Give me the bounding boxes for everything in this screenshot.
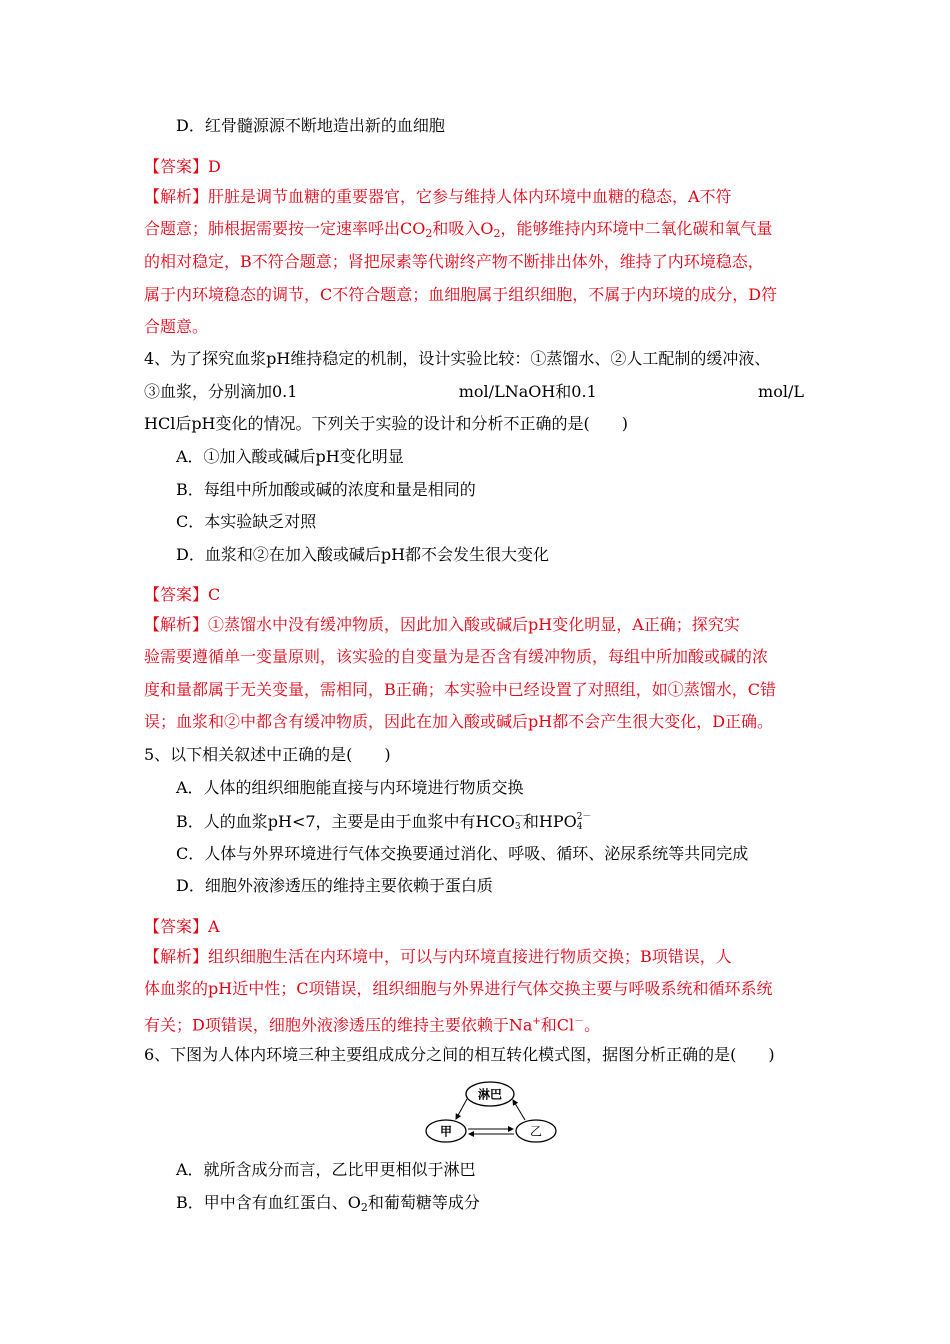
body-fluid-diagram [420,1078,560,1148]
q3-answer: 【答案】D [144,157,221,176]
q4-option-c: C．本实验缺乏对照 [176,512,317,531]
q5-option-b: B．人的血浆pH<7，主要是由于血浆中有HCO － 3 和HPO 2－ 4 [176,812,592,832]
q3-explanation-line-5: 合题意。 [144,317,209,336]
q5-stem: 5、以下相关叙述中正确的是( ) [144,745,391,764]
arrow-lymph-to-jia [456,1099,467,1119]
q4-explanation-line-1: 【解析】①蒸馏水中没有缓冲物质，因此加入酸或碱后pH变化明显，A正确；探究实 [144,615,740,634]
q4-answer: 【答案】C [144,585,221,604]
q5-explanation-line-2: 体血浆的pH近中性；C项错误，组织细胞与外界进行气体交换主要与呼吸系统和循环系统 [144,979,773,998]
q4-option-a: A．①加入酸或碱后pH变化明显 [176,447,404,466]
q4-option-d: D．血浆和②在加入酸或碱后pH都不会发生很大变化 [176,545,550,564]
jia-label: 甲 [439,1124,453,1139]
q5-explanation-line-3: 有关；D项错误，细胞外液渗透压的维持主要依赖于Na+和Cl－。 [144,1015,601,1035]
q4-option-b: B．每组中所加酸或碱的浓度和量是相同的 [176,480,476,499]
q3-explanation-line-3: 的相对稳定，B不符合题意；肾把尿素等代谢终产物不断排出体外，维持了内环境稳态， [144,252,764,271]
q6-option-b: B．甲中含有血红蛋白、$O_2$和葡萄糖等成分 [176,1193,480,1214]
q3-explanation-line-4: 属于内环境稳态的调节，C不符合题意；血细胞属于组织细胞，不属于内环境的成分，D符 [144,285,778,304]
q3-explanation-line-2: 合题意；肺根据需要按一定速率呼出$CO_2$和吸入$O_2$，能够维持内环境中二氧化碳和氧气量 [144,219,773,240]
q5-option-a: A．人体的组织细胞能直接与内环境进行物质交换 [176,778,524,797]
q6-stem: 6、下图为人体内环境三种主要组成成分之间的相互转化模式图，据图分析正确的是( ) [144,1045,775,1064]
q4-explanation-line-3: 度和量都属于无关变量，需相同，B正确；本实验中已经设置了对照组，如①蒸馏水，C错 [144,680,777,699]
q5-option-c: C．人体与外界环境进行气体交换要通过消化、呼吸、循环、泌尿系统等共同完成 [176,844,749,863]
q5-answer: 【答案】A [144,917,220,936]
q3-option-d: D．红骨髓源源不断地造出新的血细胞 [176,116,445,135]
q6-option-a: A．就所含成分而言，乙比甲更相似于淋巴 [176,1160,476,1179]
q4-explanation-line-4: 误；血浆和②中都含有缓冲物质，因此在加入酸或碱后pH都不会产生很大变化，D正确。 [144,712,774,731]
q4-stem-line-1: 4、为了探究血浆pH维持稳定的机制，设计实验比较：①蒸馏水、②人工配制的缓冲液、 [144,349,771,368]
q5-explanation-line-1: 【解析】组织细胞生活在内环境中，可以与内环境直接进行物质交换；B项错误，人 [144,947,732,966]
q4-stem-line-2: ③血浆，分别滴加0.1 mol/LNaOH和0.1 mol/L [144,382,804,401]
arrow-yi-to-lymph [513,1100,525,1120]
q4-stem-line-3: HCl后pH变化的情况。下列关于实验的设计和分析不正确的是( ) [144,414,628,433]
q3-explanation-line-1: 【解析】肝脏是调节血糖的重要器官，它参与维持人体内环境中血糖的稳态，A不符 [144,187,732,206]
q4-explanation-line-2: 验需要遵循单一变量原则，该实验的自变量为是否含有缓冲物质，每组中所加酸或碱的浓 [144,647,769,666]
lymph-label: 淋巴 [477,1087,503,1102]
q5-option-d: D．细胞外液渗透压的维持主要依赖于蛋白质 [176,876,493,895]
yi-label: 乙 [529,1124,543,1139]
